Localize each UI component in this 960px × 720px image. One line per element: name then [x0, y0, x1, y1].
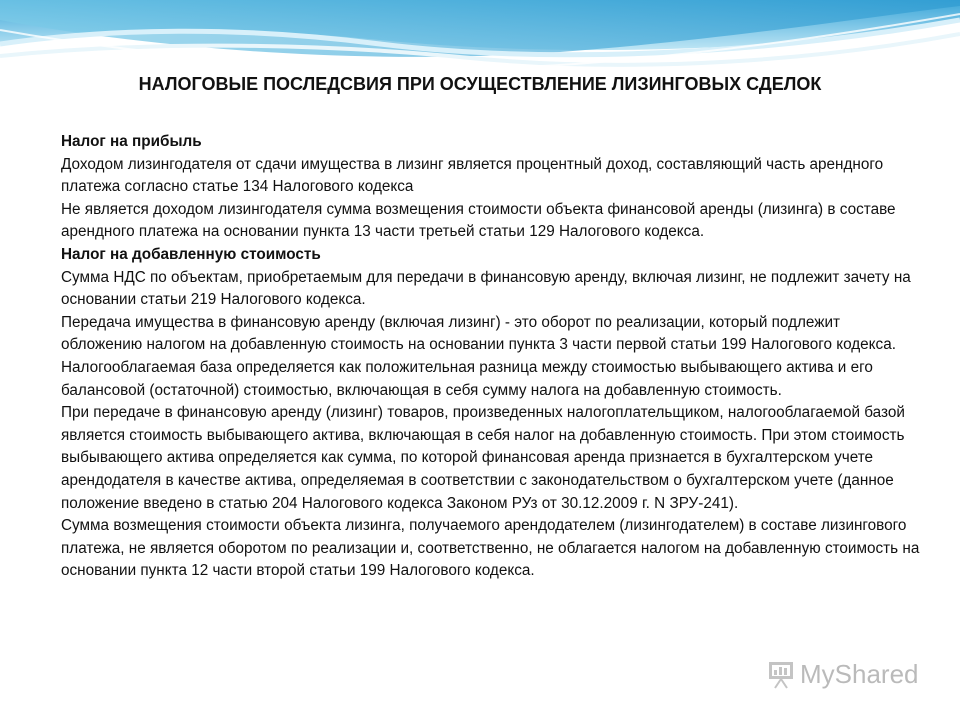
- paragraph: Доходом лизингодателя от сдачи имущества в лизинг является процентный доход, составляющий часть арендного платежа согласно статье 134 Налогового кодекса: [61, 155, 884, 196]
- paragraph: Не является доходом лизингодателя сумма возмещения стоимости объекта финансовой аренды (лизинга) в составе арендного платежа на основании пункта 13 части третьей статьи 129 Налогового кодекса.: [61, 200, 896, 241]
- slide-body: [61, 131, 921, 583]
- watermark-text: MyShared: [800, 658, 919, 689]
- paragraph: Передача имущества в финансовую аренду (включая лизинг) - это оборот по реализации, который подлежит обложению налогом на добавленную стоимость на основании пункта 3 части первой статьи 199 Налогового кодекса. Налогооблагаемая база определяется как положительная разница между стоимостью выбывающего актива и его балансовой (остаточной) стоимостью, включающая в себя сумму налога на добавленную стоимость.: [61, 313, 896, 399]
- paragraph: При передаче в финансовую аренду (лизинг) товаров, произведенных налогоплательщиком, налогооблагаемой базой является стоимость выбывающего актива, включающая в себя налог на добавленную стоимость. При этом стоимость выбывающего актива определяется как сумма, по которой финансовая аренда признается в бухгалтерском учете арендодателя в качестве актива, определяемая в соответствии с законодательством о бухгалтерском учете (данное положение введено в статью 204 Налогового кодекса Законом РУз от 30.12.2009 г. N ЗРУ-241).: [61, 404, 905, 512]
- section-heading-vat: Налог на добавленную стоимость: [61, 245, 321, 263]
- presentation-board-icon: [766, 659, 796, 689]
- section-heading-profit-tax: Налог на прибыль: [61, 133, 202, 150]
- slide-title: НАЛОГОВЫЕ ПОСЛЕДСВИЯ ПРИ ОСУЩЕСТВЛЕНИЕ ЛИЗИНГОВЫХ СДЕЛОК: [138, 74, 822, 94]
- watermark: [766, 657, 936, 691]
- paragraph: Сумма НДС по объектам, приобретаемым для передачи в финансовую аренду, включая лизинг, не подлежит зачету на основании статьи 219 Налогового кодекса.: [61, 268, 911, 309]
- paragraph: Сумма возмещения стоимости объекта лизинга, получаемого арендодателем (лизингодателем) в составе лизингового платежа, не является оборотом по реализации и, соответственно, не облагается налогом на добавленную стоимость на основании пункта 12 части второй статьи 199 Налогового кодекса.: [61, 517, 920, 580]
